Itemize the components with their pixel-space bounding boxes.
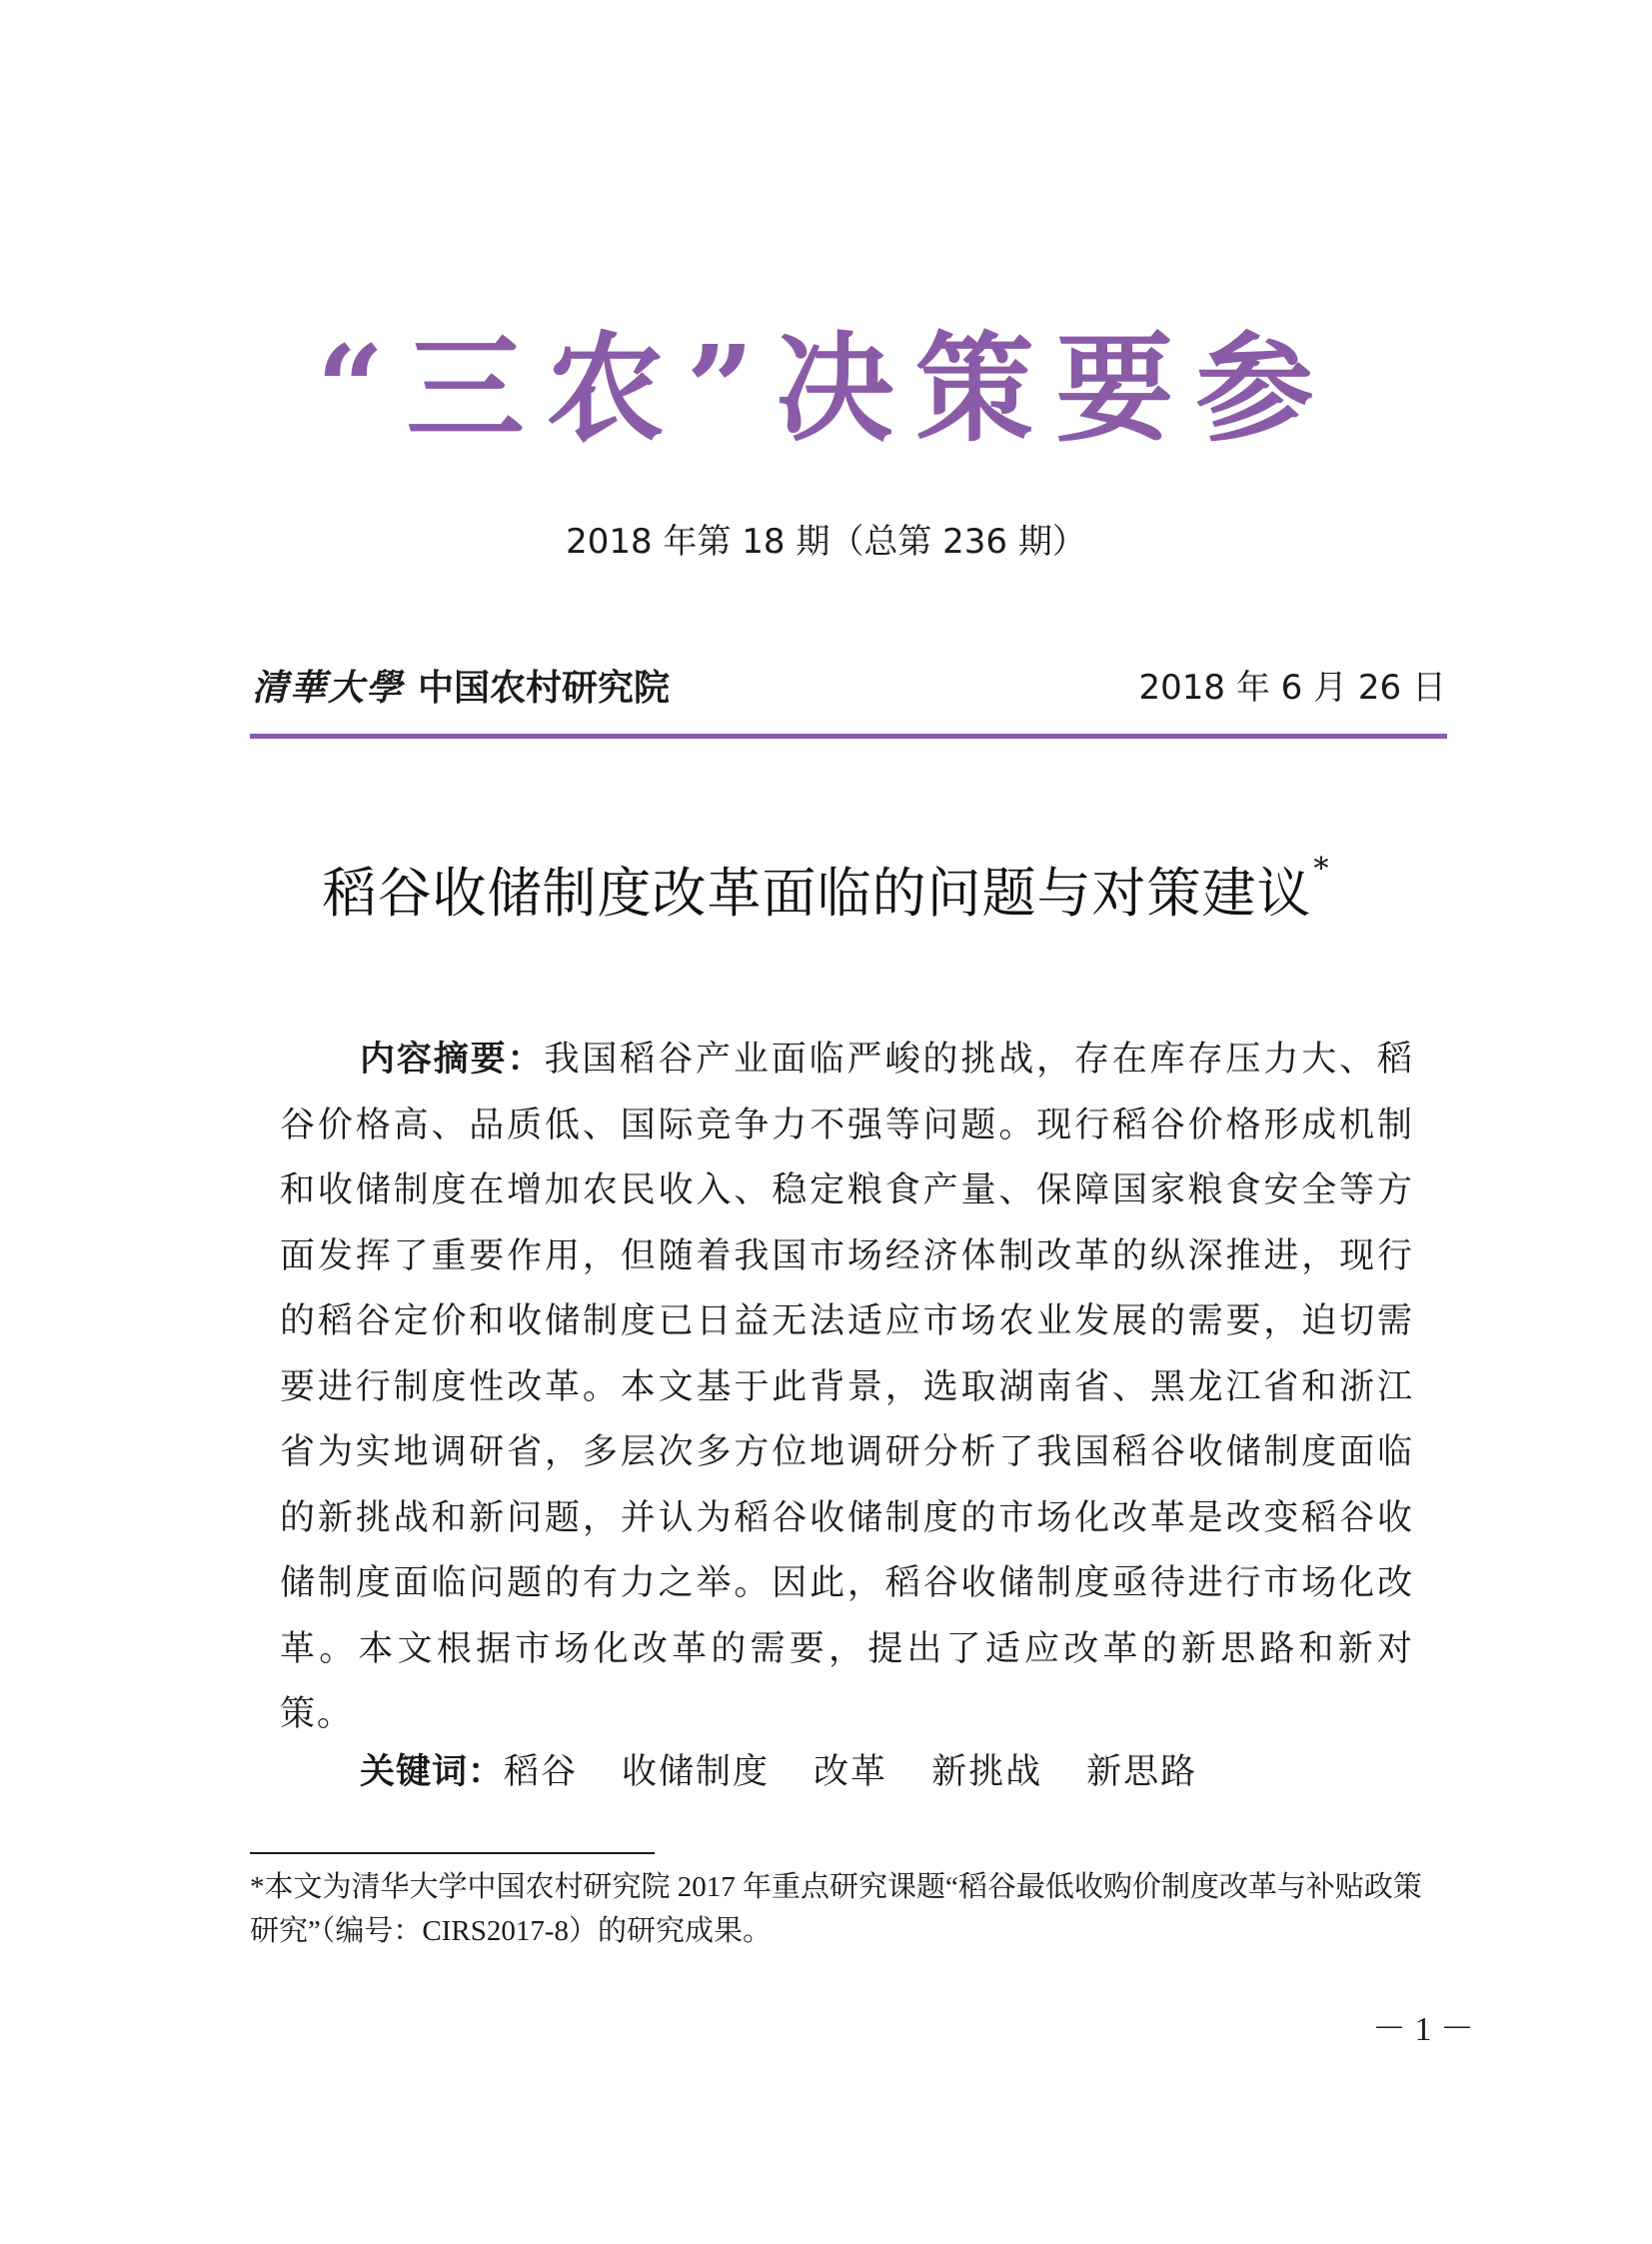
header-divider <box>250 734 1447 739</box>
article-title-text: 稻谷收储制度改革面临的问题与对策建议 <box>322 862 1312 925</box>
abstract-text: 我国稻谷产业面临严峻的挑战，存在库存压力大、稻谷价格高、品质低、国际竞争力不强等问题。现行稻谷价格形成机制和收储制度在增加农民收入、稳定粮食产量、保障国家粮食安全等方面发挥了重要作用，但随着我国市场经济体制改革的纵深推进，现行的稻谷定价和收储制度已日益无法适应市场农业发展的需要，迫切需要进行制度性改革。本文基于此背景，选取湖南省、黑龙江省和浙江省为实地调研省，多层次多方位地调研分析了我国稻谷收储制度面临的新挑战和新问题，并认为稻谷收储制度的市场化改革是改变稻谷收储制度面临问题的有力之举。因此，稻谷收储制度亟待进行市场化改革。本文根据市场化改革的需要，提出了适应改革的新思路和新对策。 <box>280 1040 1414 1734</box>
page-number: － 1 － <box>1372 2011 1474 2048</box>
keyword-item: 收储制度 <box>622 1752 771 1792</box>
keyword-item: 改革 <box>814 1752 888 1792</box>
keyword-item: 新挑战 <box>931 1752 1043 1792</box>
abstract-paragraph <box>280 1028 1414 1748</box>
masthead-title: “三农”决策要参 <box>316 319 1336 458</box>
footnote-divider <box>250 1852 655 1854</box>
keywords-line <box>360 1740 1419 1804</box>
abstract-label: 内容摘要： <box>360 1040 545 1080</box>
publisher <box>252 660 670 716</box>
keyword-item: 新思路 <box>1086 1752 1198 1792</box>
publication-date: 2018 年 6 月 26 日 <box>1138 668 1446 708</box>
publisher-row <box>252 660 1446 720</box>
keywords-label: 关键词： <box>360 1752 505 1792</box>
institute-name: 中国农村研究院 <box>418 667 671 709</box>
article-title <box>0 852 1652 927</box>
issue-number: 2018 年第 18 期（总第 236 期） <box>566 522 1086 562</box>
university-logo-text: 清華大學 <box>252 667 405 709</box>
title-footnote-marker: * <box>1313 852 1330 887</box>
footnote: *本文为清华大学中国农村研究院 2017 年重点研究课题“稻谷最低收购价制度改革与补贴政策研究”（编号：CIRS2017-8）的研究成果。 <box>250 1871 1422 1947</box>
keyword-item: 稻谷 <box>504 1752 579 1792</box>
